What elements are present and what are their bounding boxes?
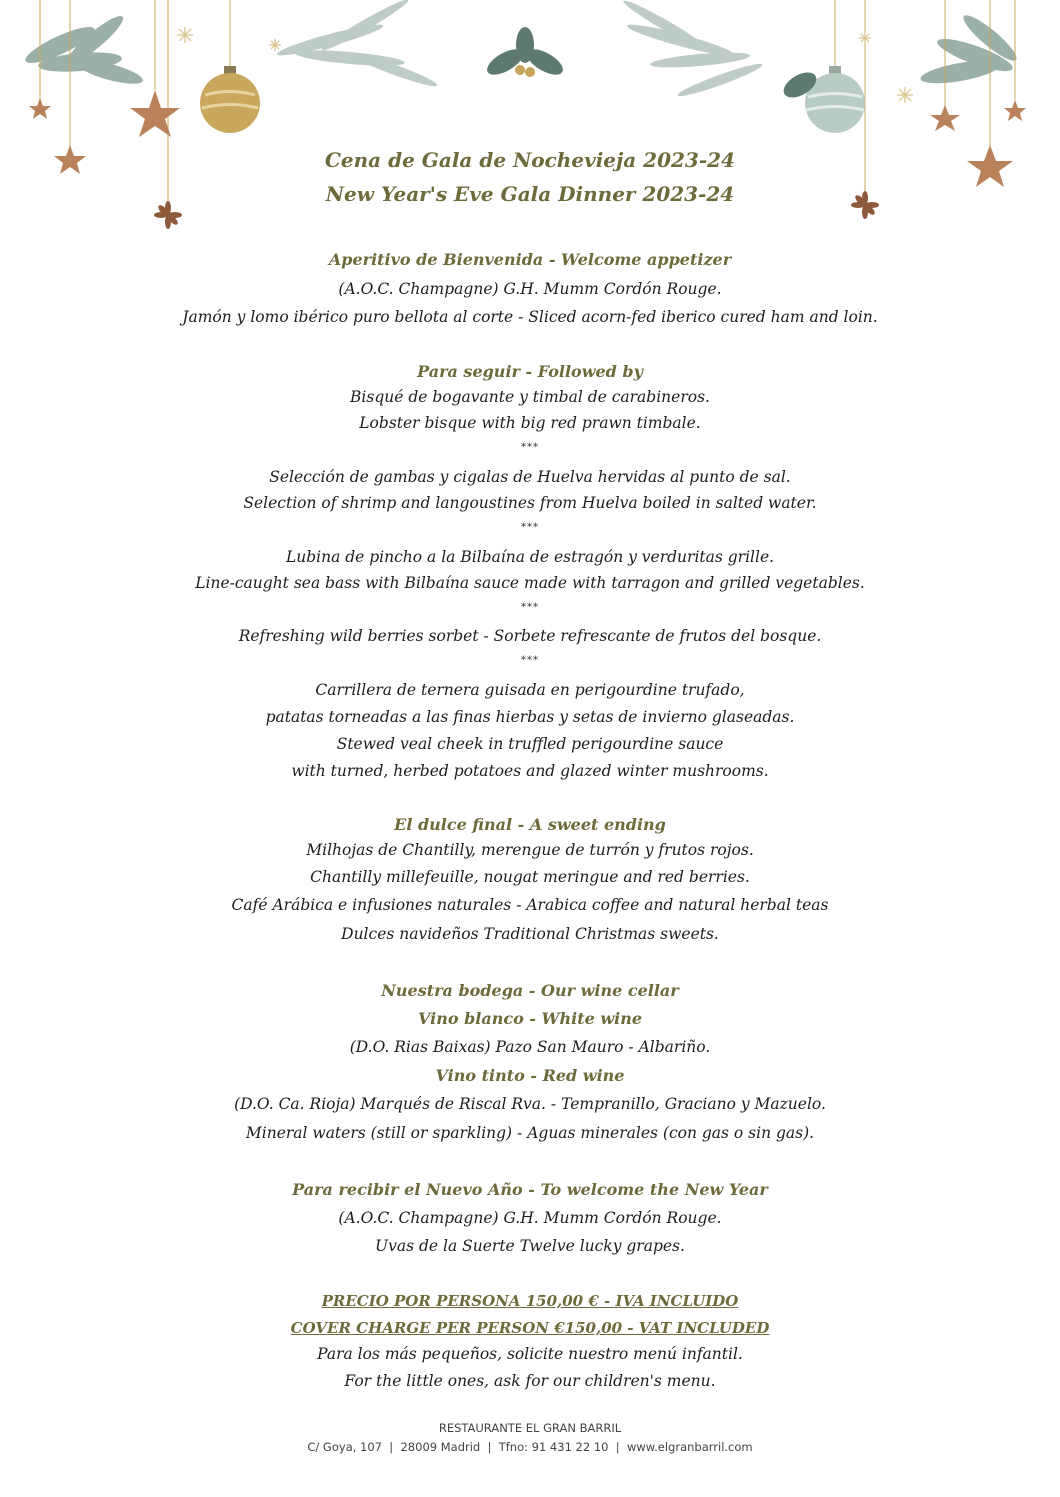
followed-line: Selección de gambas y cigalas de Huelva hervidas al punto de sal. [269,468,791,486]
followed-line: Bisqué de bogavante y timbal de carabineros. [350,388,710,406]
footer-restaurant-name: RESTAURANTE EL GRAN BARRIL [438,1421,622,1435]
footer-address: C/ Goya, 107 | 28009 Madrid | Tfno: 91 431 22 10 | www.elgranbarril.com [307,1440,753,1454]
newyear-line: Uvas de la Suerte Twelve lucky grapes. [375,1237,685,1255]
separator: *** [521,655,539,666]
red-wine-heading: Vino tinto - Red wine [435,1066,625,1085]
followed-line: Selection of shrimp and langoustines from Huelva boiled in salted water. [243,494,817,512]
followed-line: Lubina de pincho a la Bilbaína de estragón y verduritas grille. [285,548,775,566]
followed-heading: Para seguir - Followed by [417,362,643,381]
leaf-branch-center-left-icon [275,0,439,90]
newyear-line: (A.O.C. Champagne) G.H. Mumm Cordón Rouge. [338,1209,722,1227]
welcome-line: (A.O.C. Champagne) G.H. Mumm Cordón Rouge. [338,280,722,298]
followed-line: Refreshing wild berries sorbet - Sorbete refrescante de frutos del bosque. [238,627,822,645]
price-english: COVER CHARGE PER PERSON €150,00 - VAT INCLUDED [290,1319,770,1337]
newyear-heading: Para recibir el Nuevo Año - To welcome the New Year [292,1180,768,1199]
separator: *** [521,442,539,453]
followed-line: with turned, herbed potatoes and glazed winter mushrooms. [291,762,769,780]
welcome-line: Jamón y lomo ibérico puro bellota al corte - Sliced acorn-fed iberico cured ham and loin. [182,308,878,326]
dessert-line: Dulces navideños Traditional Christmas sweets. [341,925,719,943]
white-wine-heading: Vino blanco - White wine [417,1009,643,1028]
followed-line: Stewed veal cheek in truffled perigourdine sauce [336,735,724,753]
christmas-decoration-banner [0,0,1060,270]
star-icon [29,90,1026,187]
followed-line: Carrillera de ternera guisada en perigourdine trufado, [315,681,745,699]
followed-line: patatas torneadas a las finas hierbas y setas de invierno glaseadas. [265,708,795,726]
dessert-heading: El dulce final - A sweet ending [394,815,666,834]
holly-icon [483,27,567,80]
followed-line: Lobster bisque with big red prawn timbale. [359,414,701,432]
kids-menu-english: For the little ones, ask for our children's menu. [344,1372,716,1390]
water-line: Mineral waters (still or sparkling) - Aguas minerales (con gas o sin gas). [245,1124,815,1142]
kids-menu-spanish: Para los más pequeños, solicite nuestro menú infantil. [317,1345,743,1363]
title-spanish: Cena de Gala de Nochevieja 2023-24 [325,148,735,172]
leaf-branch-right-icon [919,10,1021,88]
wine-heading: Nuestra bodega - Our wine cellar [381,981,679,1000]
dessert-line: Milhojas de Chantilly, merengue de turrón y frutos rojos. [306,841,754,859]
dessert-line: Café Arábica e infusiones naturales - Arabica coffee and natural herbal teas [231,896,829,914]
separator: *** [521,522,539,533]
leaf-branch-center-right-icon [621,0,764,100]
followed-line: Line-caught sea bass with Bilbaína sauce made with tarragon and grilled vegetables. [195,574,865,592]
red-wine-line: (D.O. Ca. Rioja) Marqués de Riscal Rva. - Tempranillo, Graciano y Mazuelo. [234,1095,826,1113]
welcome-heading: Aperitivo de Bienvenida - Welcome appetizer [328,250,732,269]
price-spanish: PRECIO POR PERSONA 150,00 € - IVA INCLUIDO [321,1292,739,1310]
dessert-line: Chantilly millefeuille, nougat meringue and red berries. [310,868,750,886]
separator: *** [521,602,539,613]
gold-bauble-icon [200,66,260,133]
title-english: New Year's Eve Gala Dinner 2023-24 [325,182,735,206]
teal-bauble-icon [779,66,865,133]
white-wine-line: (D.O. Rias Baixas) Pazo San Mauro - Albariño. [349,1038,711,1056]
